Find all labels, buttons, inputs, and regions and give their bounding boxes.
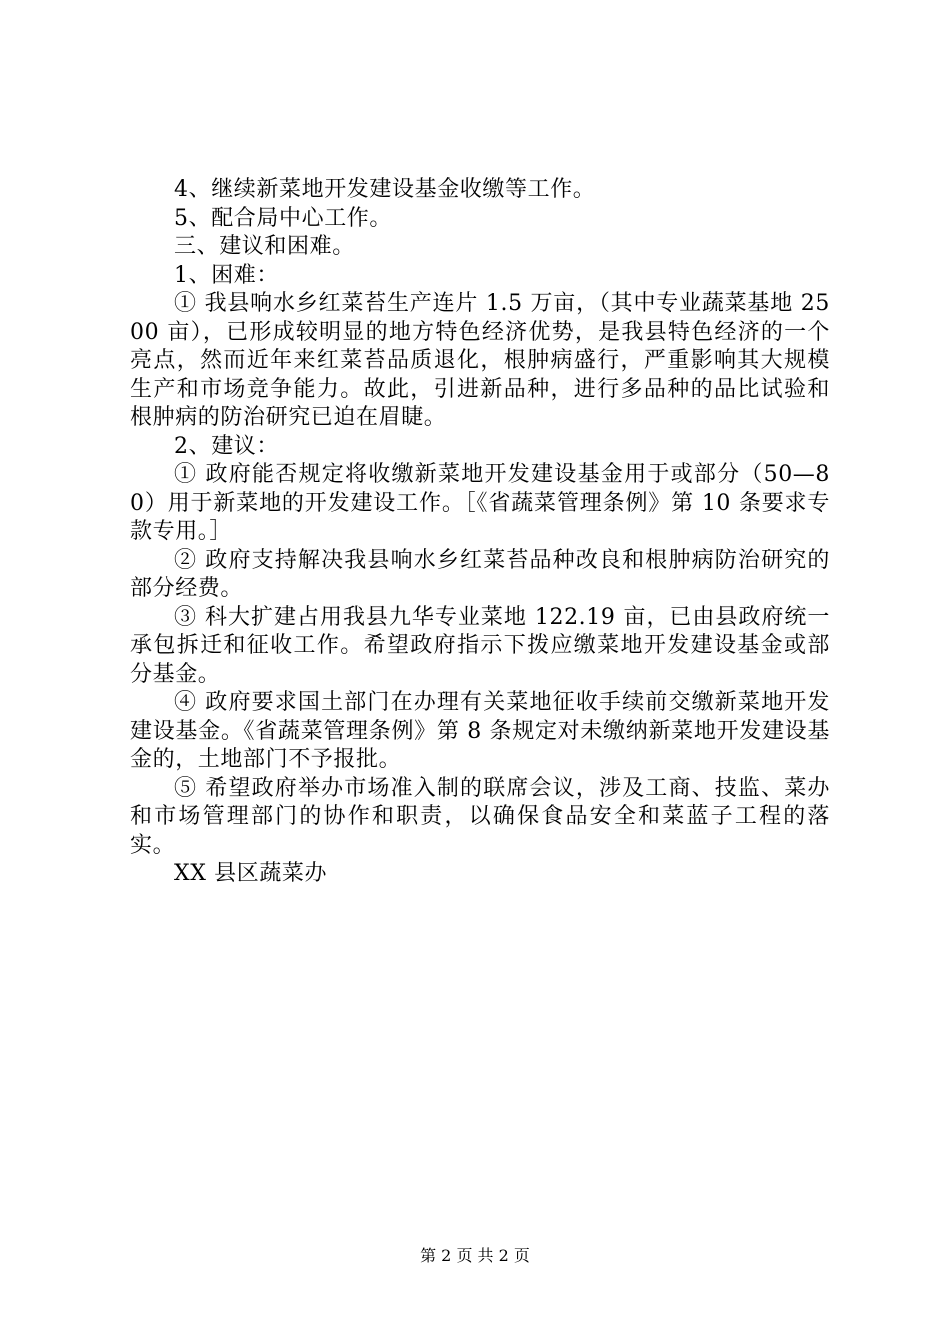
signature-office: XX 县区蔬菜办 — [174, 861, 328, 886]
paragraph-task-5: 5、配合局中心工作。 — [174, 205, 392, 231]
subheading-suggestions: 2、建议： — [174, 433, 279, 459]
paragraph-suggestion-4: ④ 政府要求国土部门在办理有关菜地征收手续前交缴新菜地开发建设基金。《省蔬菜管理条例》第 8 条规定对未缴纳新菜地开发建设基金的，土地部门不予报批。 — [130, 690, 830, 772]
paragraph-suggestion-2: ② 政府支持解决我县响水乡红菜苔品种改良和根肿病防治研究的部分经费。 — [130, 547, 830, 601]
section-heading-suggestions: 三、建议和困难。 — [174, 234, 355, 259]
page-number-footer: 第 2 页 共 2 页 — [420, 1246, 530, 1265]
paragraph-suggestion-3: ③ 科大扩建占用我县九华专业菜地 122.19 亩，已由县政府统一承包拆迁和征收工作。希望政府指示下拨应缴菜地开发建设基金或部分基金。 — [130, 604, 830, 687]
paragraph-suggestion-1: ① 政府能否规定将收缴新菜地开发建设基金用于或部分（50—80）用于新菜地的开发建设工作。［《省蔬菜管理条例》第 10 条要求专款专用。］ — [130, 462, 830, 544]
paragraph-difficulty-1: ① 我县响水乡红菜苔生产连片 1.5 万亩，（其中专业蔬菜基地 2500 亩），已形成较明显的地方特色经济优势，是我县特色经济的一个亮点，然而近年来红菜苔品质退化，根肿病盛行，严重影响其大规模生产和市场竞争能力。故此，引进新品种，进行多品种的品比试验和根肿病的防治研究已迫在眉睫。 — [130, 291, 830, 430]
paragraph-suggestion-5: ⑤ 希望政府举办市场准入制的联席会议，涉及工商、技监、菜办和市场管理部门的协作和职责，以确保食品安全和菜蓝子工程的落实。 — [130, 775, 830, 858]
subheading-difficulties: 1、困难： — [174, 262, 279, 288]
paragraph-task-4: 4、继续新菜地开发建设基金收缴等工作。 — [174, 177, 596, 202]
document-body — [130, 176, 830, 889]
